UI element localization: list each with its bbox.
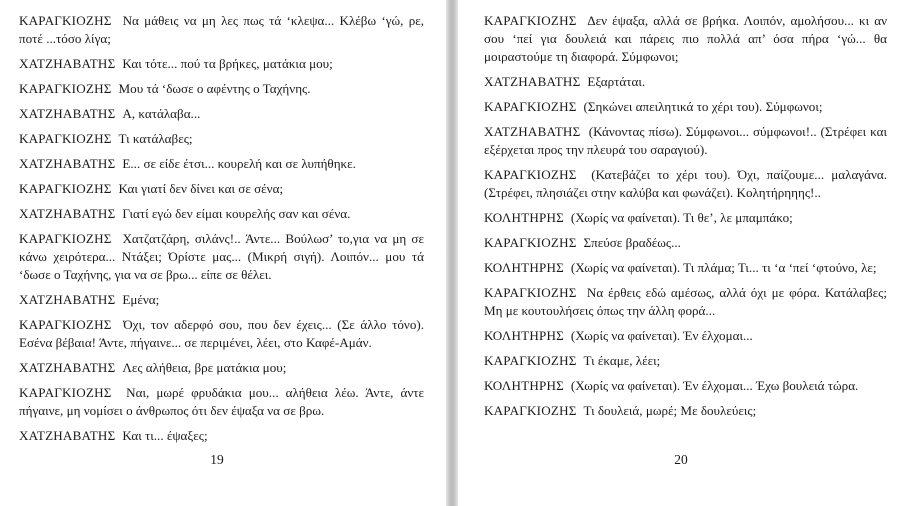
dialogue-line — [484, 12, 887, 66]
speaker-name: ΧΑΤΖΗΑΒΑΤΗΣ — [19, 360, 116, 375]
dialogue-text: Α, κατάλαβα... — [122, 106, 201, 121]
speaker-name: ΧΑΤΖΗΑΒΑΤΗΣ — [19, 206, 116, 221]
speaker-name: ΧΑΤΖΗΑΒΑΤΗΣ — [19, 156, 116, 171]
dialogue-text: Ε... σε είδε έτσι... κουρελή και σε λυπήθηκε. — [122, 156, 356, 171]
dialogue-text: Να έρθεις εδώ αμέσως, αλλά όχι με φόρα. Κατάλαβες; Μη με κουτουλήσεις όπως την άλλη φορά... — [484, 285, 887, 318]
dialogue-text: Εξαρτάται. — [587, 74, 646, 89]
speaker-name: ΧΑΤΖΗΑΒΑΤΗΣ — [484, 74, 581, 89]
dialogue-line — [484, 166, 887, 202]
dialogue-line — [484, 327, 887, 345]
dialogue-text: Σπεύσε βραδέως... — [583, 235, 681, 250]
speaker-name: ΚΑΡΑΓΚΙΟΖΗΣ — [19, 131, 112, 146]
dialogue-text: (Χωρίς να φαίνεται). Τι θε’, λε μπαμπάκο; — [570, 210, 793, 225]
dialogue-line — [484, 352, 887, 370]
dialogue-line — [19, 180, 424, 198]
dialogue-line — [19, 384, 424, 420]
dialogue-line — [484, 402, 887, 420]
dialogue-line — [19, 205, 424, 223]
speaker-name: ΚΑΡΑΓΚΙΟΖΗΣ — [484, 285, 577, 300]
page-number: 19 — [210, 452, 224, 467]
speaker-name: ΚΑΡΑΓΚΙΟΖΗΣ — [19, 13, 112, 28]
dialogue-line — [19, 105, 424, 123]
dialogue-line — [19, 359, 424, 377]
dialogue-text: (Χωρίς να φαίνεται). Τι πλάμα; Τι... τι ‘α ‘πεί ‘φτούνο, λε; — [570, 260, 877, 275]
dialogue-text: Λες αλήθεια, βρε ματάκια μου; — [122, 360, 287, 375]
dialogue-text: Να μάθεις να μη λες πως τά ‘κλεψα... Κλέβω ‘γώ, ρε, ποτέ ...τόσο λίγα; — [19, 13, 425, 46]
page-left — [0, 0, 446, 506]
dialogue-text: Ναι, μωρέ φρυδάκια μου... αλήθεια λέω. Άντε, άντε πήγαινε, μη νομίσει ο άνθρωπος ότι δεν έψαξα να σε βρω. — [19, 385, 424, 418]
page-gutter — [446, 0, 458, 506]
speaker-name: ΧΑΤΖΗΑΒΑΤΗΣ — [19, 292, 116, 307]
dialogue-text: Γιατί εγώ δεν είμαι κουρελής σαν και σένα. — [122, 206, 351, 221]
speaker-name: ΚΑΡΑΓΚΙΟΖΗΣ — [19, 81, 112, 96]
dialogue-line — [19, 230, 424, 284]
dialogue-line — [484, 377, 887, 395]
speaker-name: ΚΑΡΑΓΚΙΟΖΗΣ — [19, 231, 112, 246]
speaker-name: ΚΟΛΗΤΗΡΗΣ — [484, 260, 564, 275]
speaker-name: ΚΑΡΑΓΚΙΟΖΗΣ — [484, 13, 577, 28]
speaker-name: ΚΑΡΑΓΚΙΟΖΗΣ — [484, 353, 577, 368]
page-right — [458, 0, 901, 506]
dialogue-text: (Σηκώνει απειλητικά το χέρι του). Σύμφωνοι; — [583, 99, 823, 114]
dialogue-line — [19, 316, 424, 352]
dialogue-line — [19, 427, 424, 445]
speaker-name: ΚΟΛΗΤΗΡΗΣ — [484, 328, 564, 343]
dialogue-line — [19, 80, 424, 98]
dialogue-line — [484, 284, 887, 320]
dialogue-text: Τι κατάλαβες; — [118, 131, 193, 146]
dialogue-line — [19, 155, 424, 173]
speaker-name: ΚΑΡΑΓΚΙΟΖΗΣ — [484, 99, 577, 114]
dialogue-text: Όχι, τον αδερφό σου, που δεν έχεις... (Σε άλλο τόνο). Εσένα βέβαια! Άντε, πήγαινε... σε περιμένει, λέει, στο Καφέ-Αμάν. — [19, 317, 424, 350]
speaker-name: ΧΑΤΖΗΑΒΑΤΗΣ — [19, 428, 116, 443]
dialogue-text: (Κατεβάζει το χέρι του). Όχι, παίζουμε... μαλαγάνα. (Στρέφει, πλησιάζει στην καλύβα και φωνάζει). Κολητήρηηης!.. — [484, 167, 888, 200]
dialogue-text: (Κάνοντας πίσω). Σύμφωνοι... σύμφωνοι!.. (Στρέφει και εξέρχεται προς την πλευρά του σαραγιού). — [484, 124, 887, 157]
dialogue-text: Δεν έψαξα, αλλά σε βρήκα. Λοιπόν, αμολήσου... κι αν σου ‘πεί για δουλειά και πάρεις πιο πολλά απ’ όσα πήρα ‘γώ... θα μοιραστούμε τη διαφορά. Σύμφωνοι; — [484, 13, 887, 64]
dialogue-text: Και τι... έψαξες; — [122, 428, 208, 443]
speaker-name: ΧΑΤΖΗΑΒΑΤΗΣ — [19, 56, 116, 71]
dialogue-line — [19, 291, 424, 309]
dialogue-text: Χατζατζάρη, σιλάνς!.. Άντε... Βούλωσ’ το,για να μη σε κάνω χειρότερα... Ντάξει; Όρίστε μας... (Μικρή σιγή). Λοιπόν... μου τά ‘δωσε ο Ταχήνης, για να σε βρω... είπε σε θέλει. — [19, 231, 424, 282]
speaker-name: ΚΑΡΑΓΚΙΟΖΗΣ — [19, 385, 112, 400]
dialogue-text: Εμένα; — [122, 292, 160, 307]
speaker-name: ΚΟΛΗΤΗΡΗΣ — [484, 378, 564, 393]
speaker-name: ΧΑΤΖΗΑΒΑΤΗΣ — [19, 106, 116, 121]
speaker-name: ΚΑΡΑΓΚΙΟΖΗΣ — [484, 235, 577, 250]
page-body — [19, 12, 424, 445]
dialogue-text: (Χωρίς να φαίνεται). Έν έλχομαι... — [570, 328, 753, 343]
dialogue-text: Μου τά ‘δωσε ο αφέντης ο Ταχήνης. — [118, 81, 311, 96]
speaker-name: ΚΑΡΑΓΚΙΟΖΗΣ — [484, 167, 577, 182]
speaker-name: ΚΑΡΑΓΚΙΟΖΗΣ — [19, 181, 112, 196]
dialogue-line — [484, 209, 887, 227]
dialogue-text: Τι έκαμε, λέει; — [583, 353, 661, 368]
dialogue-line — [484, 259, 887, 277]
page-number: 20 — [674, 452, 688, 467]
dialogue-text: Και γιατί δεν δίνει και σε σένα; — [118, 181, 284, 196]
speaker-name: ΚΑΡΑΓΚΙΟΖΗΣ — [484, 403, 577, 418]
dialogue-text: (Χωρίς να φαίνεται). Έν έλχομαι... Έχω βουλειά τώρα. — [570, 378, 859, 393]
dialogue-line — [484, 98, 887, 116]
speaker-name: ΧΑΤΖΗΑΒΑΤΗΣ — [484, 124, 581, 139]
dialogue-line — [484, 123, 887, 159]
page-body — [484, 12, 887, 420]
dialogue-line — [19, 130, 424, 148]
speaker-name: ΚΑΡΑΓΚΙΟΖΗΣ — [19, 317, 112, 332]
dialogue-line — [484, 73, 887, 91]
dialogue-text: Και τότε... πού τα βρήκες, ματάκια μου; — [122, 56, 333, 71]
dialogue-line — [19, 55, 424, 73]
speaker-name: ΚΟΛΗΤΗΡΗΣ — [484, 210, 564, 225]
dialogue-line — [19, 12, 424, 48]
dialogue-line — [484, 234, 887, 252]
dialogue-text: Τι δουλειά, μωρέ; Με δουλεύεις; — [583, 403, 757, 418]
